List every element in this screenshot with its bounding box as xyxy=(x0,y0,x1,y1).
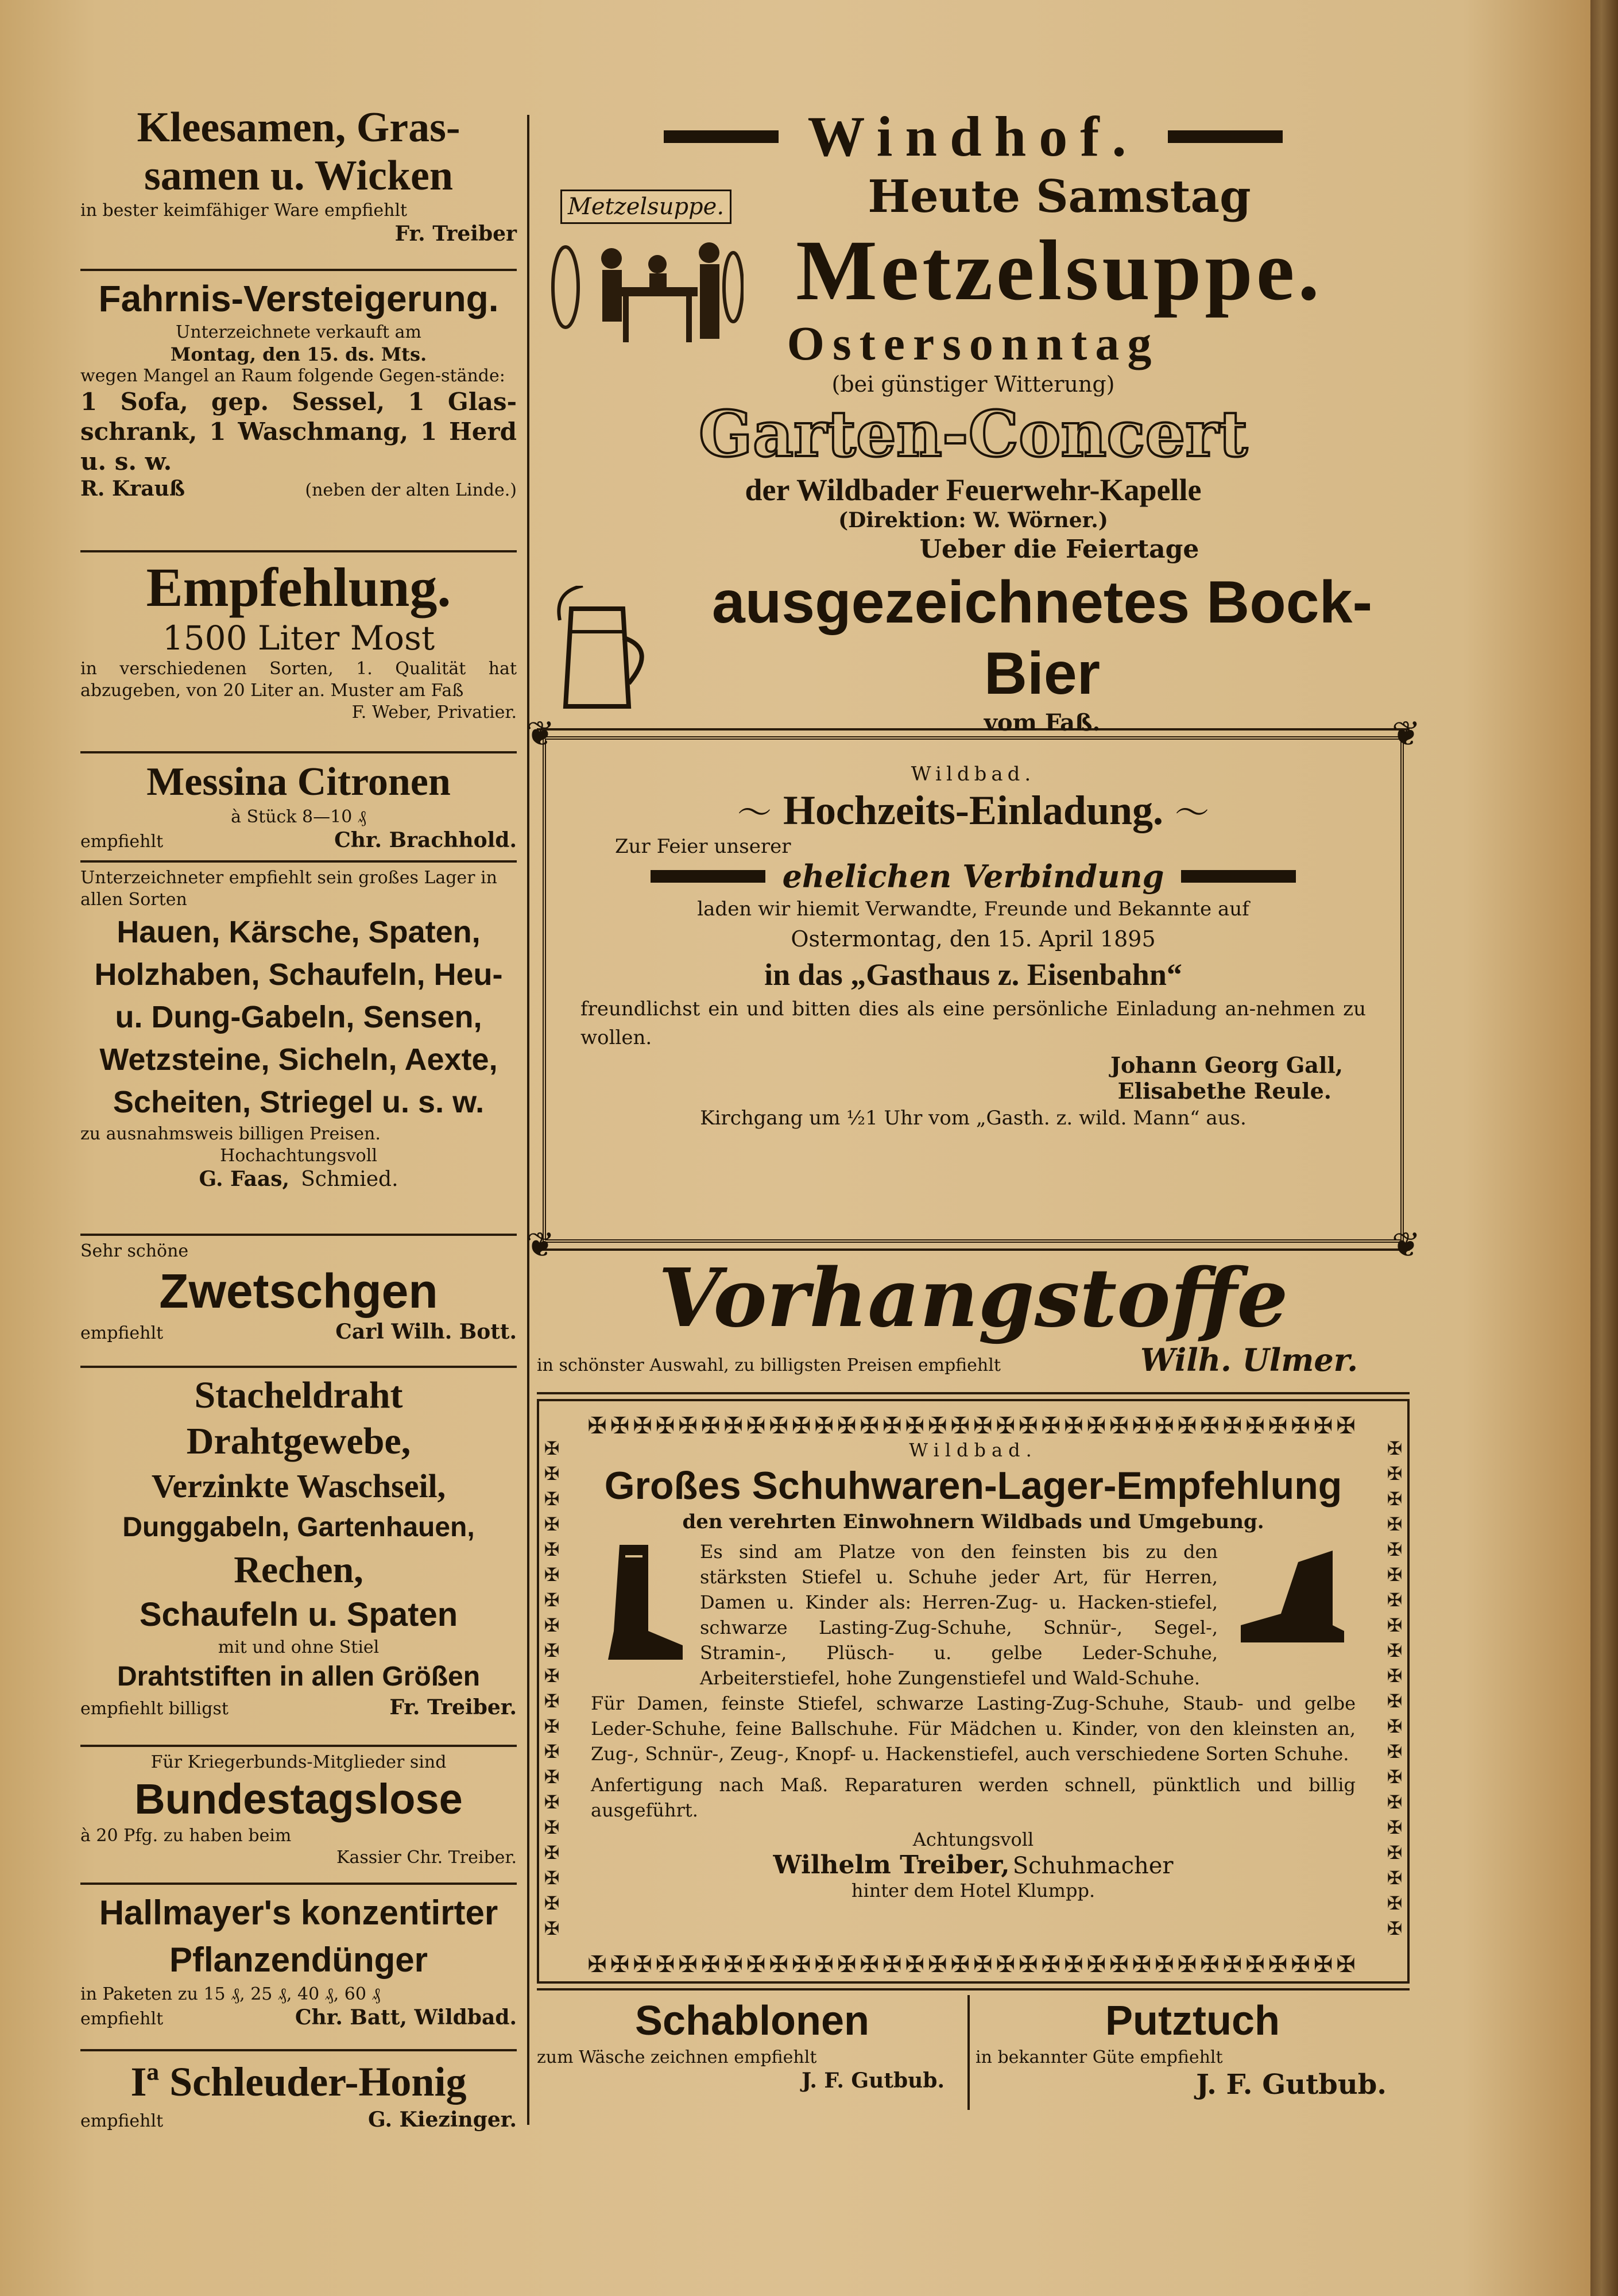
ad-putztuch xyxy=(970,1995,1410,2110)
schablonen-body: zum Wäsche zeichnen empfiehlt xyxy=(537,2047,817,2067)
vorhang-body: in schönster Auswahl, zu billigsten Preisen empfiehlt xyxy=(537,1355,1001,1375)
schuh-place: Wildbad. xyxy=(909,1439,1038,1461)
stachel-l3: Verzinkte Waschseil, xyxy=(151,1467,446,1505)
corner-ornament-icon: ❦ xyxy=(525,1225,555,1265)
fahrnis-items: 1 Sofa, gep. Sessel, 1 Glas-schrank, 1 Waschmang, 1 Herd u. s. w. xyxy=(80,388,517,476)
empfehlung-sub: 1500 Liter Most xyxy=(162,619,435,658)
ad-honig xyxy=(80,2056,517,2142)
fahrnis-line2: Montag, den 15. ds. Mts. xyxy=(170,343,427,365)
windhof-l10: vom Faß. xyxy=(984,709,1101,736)
faas-signrow xyxy=(80,1167,517,1191)
divider xyxy=(80,2049,517,2051)
schuh-ornament-left: ✠ ✠ ✠ ✠ ✠ ✠ ✠ ✠ ✠ ✠ ✠ ✠ ✠ ✠ ✠ ✠ ✠ ✠ ✠ ✠ xyxy=(544,1437,560,1939)
vorhang-row xyxy=(537,1342,1410,1378)
beer-mug-illustration xyxy=(548,586,663,712)
schuh-p3: Anfertigung nach Maß. Reparaturen werden schnell, pünktlich und billig ausgeführt. xyxy=(591,1774,1356,1821)
zwetschgen-pre: Sehr schöne xyxy=(80,1241,189,1261)
divider xyxy=(80,269,517,271)
fahrnis-title: Fahrnis-Versteigerung. xyxy=(98,278,499,319)
empfehlung-sign: F. Weber, Privatier. xyxy=(351,702,517,722)
windhof-l2: Metzelsuppe. xyxy=(796,223,1323,318)
ad-bundestagslose xyxy=(80,1752,517,1878)
flourish-icon: 〜 xyxy=(737,793,772,833)
hallmayer-left: empfiehlt xyxy=(80,2009,164,2029)
hochzeit-l2: ehelichen Verbindung xyxy=(782,858,1164,895)
faas-intro: Unterzeichneter empfiehlt sein großes Lager in allen Sorten xyxy=(80,868,497,910)
faas-note: zu ausnahmsweis billigen Preisen. xyxy=(80,1124,381,1144)
empfehlung-body: in verschiedenen Sorten, 1. Qualität hat abzugeben, von 20 Liter an. Muster am Faß xyxy=(80,659,517,701)
boot-icon xyxy=(591,1539,688,1671)
windhof-l5: Garten-Concert xyxy=(698,397,1248,471)
hochzeit-sign2: Elisabethe Reule. xyxy=(1117,1078,1331,1104)
corner-ornament-icon: ❦ xyxy=(1391,714,1421,754)
honig-left: empfiehlt xyxy=(80,2111,164,2131)
ad-faas xyxy=(80,867,517,1229)
messina-price: à Stück 8—10 ₰ xyxy=(231,807,366,827)
decorative-bar xyxy=(1168,130,1283,143)
stachel-signrow xyxy=(80,1695,517,1720)
flourish-icon: 〜 xyxy=(1175,793,1210,833)
schuh-title: Großes Schuhwaren-Lager-Empfehlung xyxy=(604,1464,1342,1508)
schuh-addr: hinter dem Hotel Klumpp. xyxy=(851,1880,1096,1901)
hochzeit-l3: laden wir hiemit Verwandte, Freunde und Bekannte auf xyxy=(697,898,1249,921)
metzelsuppe-illustration xyxy=(548,190,744,362)
stachel-left: empfiehlt billigst xyxy=(80,1699,229,1719)
fahrnis-note: (neben der alten Linde.) xyxy=(305,480,517,500)
ad-zwetschgen xyxy=(80,1240,517,1361)
windhof-title: Windhof. xyxy=(807,105,1139,168)
bundes-l2: Kassier Chr. Treiber. xyxy=(336,1847,517,1868)
hochzeit-place: Wildbad. xyxy=(911,763,1036,786)
stachel-l2: Drahtgewebe, xyxy=(186,1420,411,1462)
divider xyxy=(80,1883,517,1885)
corner-ornament-icon: ❦ xyxy=(525,714,555,754)
divider xyxy=(80,550,517,552)
beer-mug-icon xyxy=(548,586,663,712)
kleesamen-body: in bester keimfähiger Ware empfiehlt xyxy=(80,200,408,221)
schuh-signrow xyxy=(591,1850,1356,1880)
faas-items: Hauen, Kärsche, Spaten, Holzhaben, Schaufeln, Heu- u. Dung-Gabeln, Sensen, Wetzsteine, Sicheln, Aexte, Scheiten, Striegel u. s. w. xyxy=(94,915,503,1119)
fahrnis-line1: Unterzeichnete verkauft am xyxy=(176,322,421,342)
ad-vorhangstoffe xyxy=(537,1251,1410,1387)
windhof-l6: der Wildbader Feuerwehr-Kapelle xyxy=(745,473,1202,507)
stachel-l8: Drahtstiften in allen Größen xyxy=(117,1661,481,1692)
stachel-l6: Schaufeln u. Spaten xyxy=(139,1596,458,1633)
windhof-header xyxy=(537,103,1410,169)
right-column xyxy=(525,103,1421,2110)
schuh-role: Schuhmacher xyxy=(1012,1853,1174,1879)
divider xyxy=(80,860,517,863)
hochzeit-l5: in das „Gasthaus z. Eisenbahn“ xyxy=(764,957,1182,992)
divider xyxy=(537,1392,1410,1394)
hochzeit-l4: Ostermontag, den 15. April 1895 xyxy=(791,926,1156,952)
faas-sign: G. Faas, xyxy=(199,1167,290,1191)
bottom-ads xyxy=(537,1995,1410,2110)
decorative-bar xyxy=(1181,870,1296,883)
schuh-p1: Es sind am Platze von den feinsten bis zu den stärksten Stiefel u. Schuhe jeder Art, für Herren, Damen u. Kinder als: Herren-Zug- u. Hacken-stiefel, schwarze Lasting-Zug-Schuhe, Schnür-, Segel-, Stramin-, Plüsch- u. gelbe Leder-Schuhe, Arbeiterstiefel, hohe Zungenstiefel und Wald-Schuhe. xyxy=(700,1541,1218,1689)
ad-hallmayer xyxy=(80,1889,517,2044)
schablonen-sign: J. F. Gutbub. xyxy=(802,2069,945,2093)
bundes-l1: à 20 Pfg. zu haben beim xyxy=(80,1826,292,1846)
putztuch-body: in bekannter Güte empfiehlt xyxy=(976,2047,1223,2067)
faas-role: Schmied. xyxy=(301,1168,398,1191)
schuh-sub: den verehrten Einwohnern Wildbads und Umgebung. xyxy=(682,1510,1264,1533)
windhof-l4: (bei günstiger Witterung) xyxy=(831,372,1115,397)
book-binding-edge xyxy=(1590,0,1618,2296)
decorative-bar xyxy=(651,870,765,883)
putztuch-sign: J. F. Gutbub. xyxy=(1196,2069,1387,2101)
ad-stacheldraht xyxy=(80,1373,517,1740)
schuh-ornament-top: ✠✠✠✠✠✠✠✠✠✠✠✠✠✠✠✠✠✠✠✠✠✠✠✠✠✠✠✠✠✠✠✠✠✠ xyxy=(587,1413,1359,1439)
messina-left: empfiehlt xyxy=(80,832,164,852)
zwetschgen-sign: Carl Wilh. Bott. xyxy=(335,1320,517,1344)
honig-title: Iª Schleuder-Honig xyxy=(130,2059,467,2105)
column-divider xyxy=(527,115,529,2125)
schuh-p2: Für Damen, feinste Stiefel, schwarze Lasting-Zug-Schuhe, Staub- und gelbe Leder-Schuhe, feine Ballschuhe. Für Mädchen u. Kinder, von den kleinsten an, Zug-, Schnür-, Zeug-, Knopf- u. Hackenstiefel, auch verschiedene Sorten Schuhe. xyxy=(591,1692,1356,1765)
bundes-pre: Für Kriegerbunds-Mitglieder sind xyxy=(150,1752,447,1772)
tavern-scene-icon xyxy=(548,224,744,350)
left-column xyxy=(80,103,517,2142)
stachel-sign: Fr. Treiber. xyxy=(389,1695,517,1719)
stachel-l5: Rechen, xyxy=(234,1549,363,1591)
windhof-l8: Ueber die Feiertage xyxy=(919,535,1199,564)
ad-kleesamen xyxy=(80,103,517,264)
stachel-l1: Stacheldraht xyxy=(194,1374,403,1416)
schuh-ornament-right: ✠ ✠ ✠ ✠ ✠ ✠ ✠ ✠ ✠ ✠ ✠ ✠ ✠ ✠ ✠ ✠ ✠ ✠ ✠ ✠ xyxy=(1387,1437,1403,1939)
windhof-l3: Ostersonntag xyxy=(787,317,1160,370)
schuh-content xyxy=(562,1439,1384,1901)
ad-schuhwaren xyxy=(537,1399,1410,1984)
ad-schablonen xyxy=(537,1995,970,2110)
kleesamen-title: Kleesamen, Gras-samen u. Wicken xyxy=(137,104,460,199)
hallmayer-signrow xyxy=(80,2005,517,2030)
divider xyxy=(80,1366,517,1368)
bundes-title: Bundestagslose xyxy=(134,1775,463,1823)
decorative-bar xyxy=(664,130,779,143)
vorhang-sign: Wilh. Ulmer. xyxy=(1140,1342,1358,1378)
honig-signrow xyxy=(80,2108,517,2132)
vorhang-title: Vorhangstoffe xyxy=(658,1251,1288,1346)
putztuch-title: Putztuch xyxy=(1105,1998,1280,2044)
faas-closing: Hochachtungsvoll xyxy=(220,1146,377,1166)
schuh-ornament-bottom: ✠✠✠✠✠✠✠✠✠✠✠✠✠✠✠✠✠✠✠✠✠✠✠✠✠✠✠✠✠✠✠✠✠✠ xyxy=(587,1951,1359,1978)
metzelsuppe-sign-label: Metzelsuppe. xyxy=(560,190,731,224)
honig-sign: G. Kiezinger. xyxy=(368,2108,517,2132)
messina-sign: Chr. Brachhold. xyxy=(334,828,517,852)
schablonen-title: Schablonen xyxy=(634,1998,870,2044)
divider xyxy=(80,751,517,753)
shoe-icon xyxy=(1229,1539,1356,1654)
zwetschgen-title: Zwetschgen xyxy=(159,1264,438,1318)
hochzeit-sign1: Johann Georg Gall, xyxy=(1110,1052,1343,1078)
divider xyxy=(537,1249,1410,1251)
divider xyxy=(537,1988,1410,1990)
corner-ornament-icon: ❦ xyxy=(1391,1225,1421,1265)
hallmayer-sign: Chr. Batt, Wildbad. xyxy=(295,2005,517,2030)
hochzeit-l7: Kirchgang um ½1 Uhr vom „Gasth. z. wild. Mann“ aus. xyxy=(700,1107,1247,1130)
stachel-l7: mit und ohne Stiel xyxy=(218,1637,380,1657)
ad-messina xyxy=(80,758,517,856)
windhof-l7: (Direktion: W. Wörner.) xyxy=(838,508,1108,532)
hochzeit-l1: Zur Feier unserer xyxy=(615,835,791,858)
divider xyxy=(80,1745,517,1747)
zwetschgen-signrow xyxy=(80,1320,517,1344)
windhof-l1: Heute Samstag xyxy=(868,171,1251,223)
fahrnis-line3: wegen Mangel an Raum folgende Gegen-stände: xyxy=(80,366,505,386)
windhof-l9: ausgezeichnetes Bock-Bier xyxy=(711,569,1373,707)
divider xyxy=(80,1234,517,1236)
hallmayer-body: in Paketen zu 15 ₰, 25 ₰, 40 ₰, 60 ₰ xyxy=(80,1984,381,2004)
schuh-closing: Achtungsvoll xyxy=(912,1829,1034,1850)
messina-signrow xyxy=(80,828,517,853)
schuh-body xyxy=(591,1539,1356,1691)
fahrnis-sign: R. Krauß xyxy=(80,477,185,501)
messina-title: Messina Citronen xyxy=(146,760,451,804)
hochzeit-title: Hochzeits-Einladung. xyxy=(783,787,1164,833)
ad-empfehlung xyxy=(80,557,517,747)
zwetschgen-left: empfiehlt xyxy=(80,1323,164,1343)
hochzeit-line2 xyxy=(580,858,1366,895)
stachel-l4: Dunggabeln, Gartenhauen, xyxy=(122,1512,475,1543)
hochzeit-l6: freundlichst ein und bitten dies als eine persönliche Einladung an-nehmen zu wollen. xyxy=(580,998,1366,1049)
schuh-sign: Wilhelm Treiber, xyxy=(773,1850,1010,1880)
ad-windhof xyxy=(537,103,1410,736)
ad-fahrnis xyxy=(80,276,517,546)
empfehlung-title: Empfehlung. xyxy=(146,556,451,618)
kleesamen-sign: Fr. Treiber xyxy=(394,222,517,246)
hallmayer-title: Hallmayer's konzentirter Pflanzendünger xyxy=(99,1893,498,1979)
fahrnis-signrow xyxy=(80,477,517,501)
hochzeit-header xyxy=(580,786,1366,835)
